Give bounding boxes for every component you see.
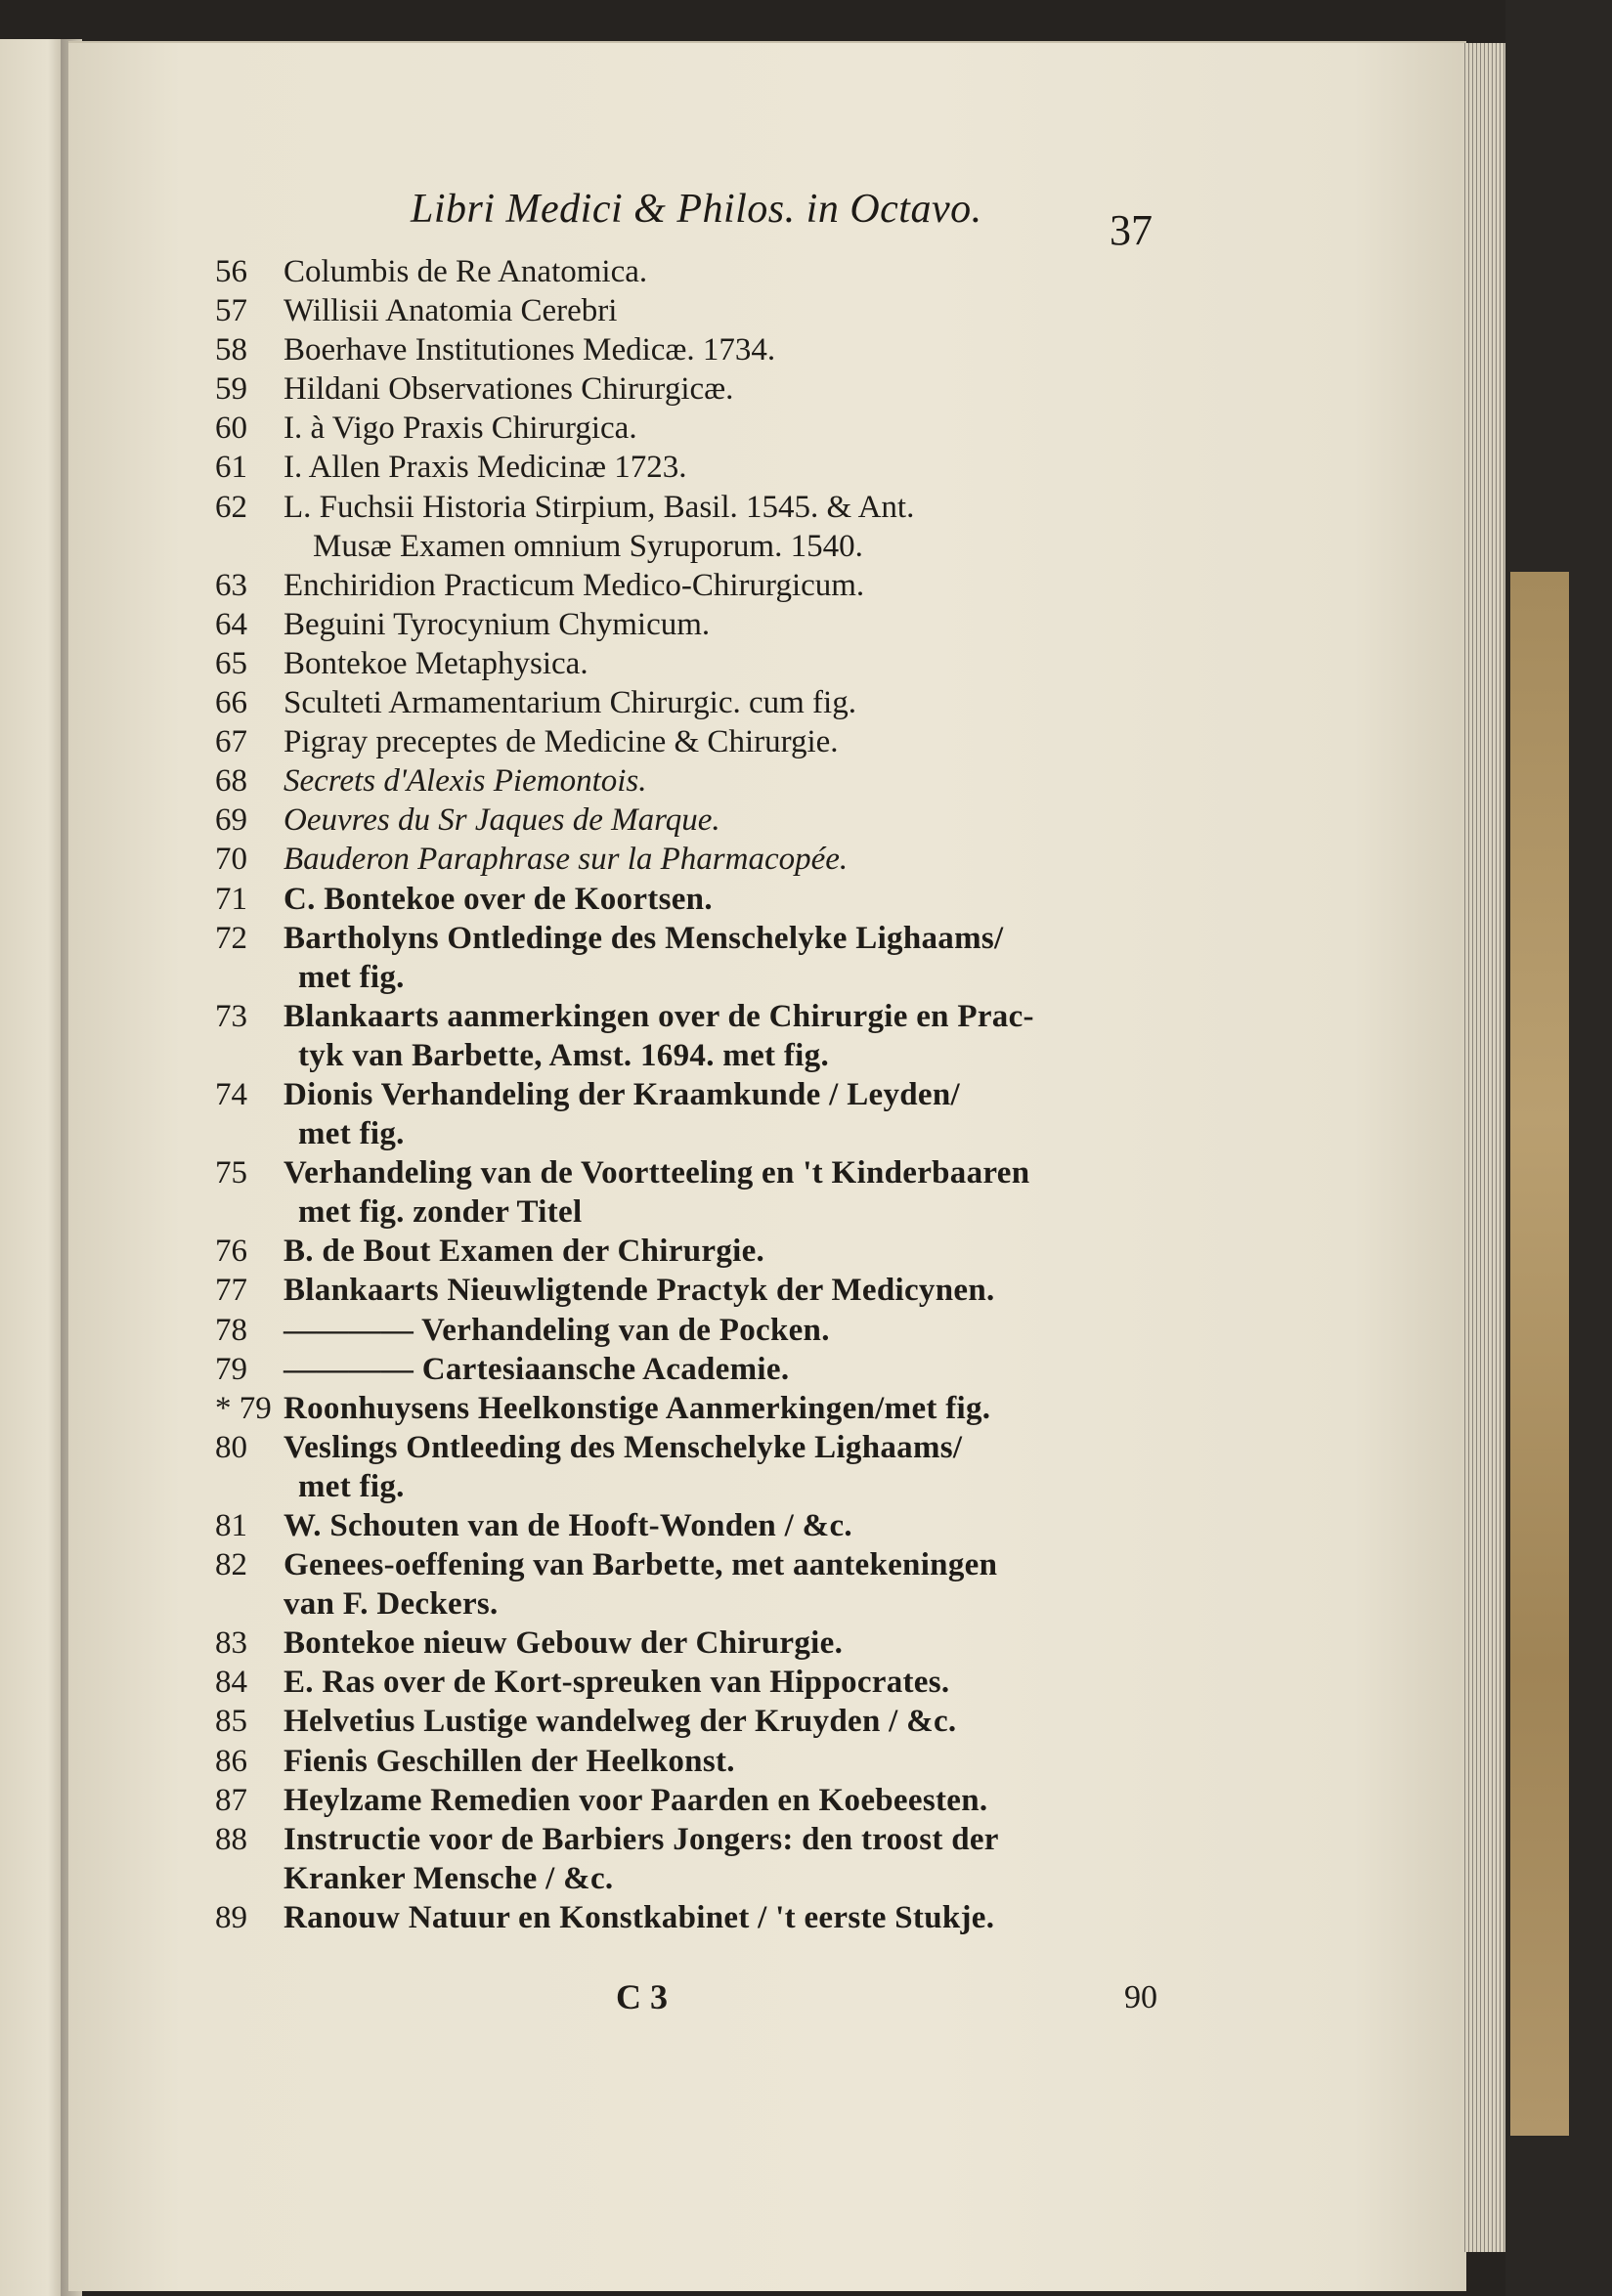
entry-text-continued: met fig. <box>298 959 405 995</box>
list-item <box>215 1702 1193 1741</box>
entry-number: 63 <box>215 567 247 603</box>
entry-number: 81 <box>215 1508 247 1543</box>
entry-number: 58 <box>215 332 247 368</box>
entry-text: Pigray preceptes de Medicine & Chirurgie. <box>283 724 839 760</box>
entry-number: 64 <box>215 606 247 642</box>
entry-text: B. de Bout Examen der Chirurgie. <box>283 1234 765 1270</box>
list-item <box>215 1271 1193 1310</box>
entry-number: * 79 <box>215 1390 272 1426</box>
list-item <box>215 252 1193 291</box>
entry-text: Oeuvres du Sr Jaques de Marque. <box>283 802 720 839</box>
entry-text: W. Schouten van de Hooft-Wonden / &c. <box>283 1508 852 1543</box>
entry-text: I. à Vigo Praxis Chirurgica. <box>283 411 637 447</box>
entry-text: Veslings Ontleeding des Menschelyke Lighaams/ <box>283 1429 963 1465</box>
entry-text: E. Ras over de Kort-spreuken van Hippocrates. <box>283 1665 950 1701</box>
catchword: 90 <box>1124 1979 1157 2015</box>
entry-text-continued: Kranker Mensche / &c. <box>283 1860 614 1896</box>
list-item <box>215 840 1193 879</box>
running-head: Libri Medici & Philos. in Octavo. <box>411 187 982 232</box>
entry-number: 72 <box>215 920 247 956</box>
list-item <box>215 1663 1193 1702</box>
entry-number: 56 <box>215 254 247 289</box>
entry-text: ———— Verhandeling van de Pocken. <box>283 1312 830 1348</box>
entry-number: 85 <box>215 1704 247 1740</box>
list-item <box>215 722 1193 761</box>
list-item <box>215 1075 1193 1153</box>
list-item <box>215 801 1193 840</box>
entry-number: 71 <box>215 881 247 917</box>
page-number: 37 <box>1110 206 1153 254</box>
entry-number: 80 <box>215 1429 247 1465</box>
entry-text: Dionis Verhandeling der Kraamkunde / Leyden/ <box>283 1076 960 1112</box>
entry-text: Heylzame Remedien voor Paarden en Koebeesten. <box>283 1782 988 1818</box>
list-item <box>215 330 1193 369</box>
entry-number: 83 <box>215 1625 247 1662</box>
entry-text: Bartholyns Ontledinge des Menschelyke Lighaams/ <box>283 920 1004 956</box>
list-item <box>215 1742 1193 1781</box>
entry-text: Secrets d'Alexis Piemontois. <box>283 763 647 800</box>
entry-text: Hildani Observationes Chirurgicæ. <box>283 371 734 408</box>
list-item <box>215 291 1193 330</box>
list-item <box>215 566 1193 605</box>
facing-page-edge <box>0 39 68 2296</box>
entry-number: 62 <box>215 489 247 525</box>
entry-number: 68 <box>215 763 247 800</box>
list-item <box>215 761 1193 801</box>
marbled-edge <box>1510 572 1569 2136</box>
list-item <box>215 997 1193 1075</box>
list-item <box>215 1624 1193 1663</box>
entry-number: 67 <box>215 724 247 760</box>
entry-text: Helvetius Lustige wandelweg der Kruyden / &c. <box>283 1704 957 1740</box>
entry-text: Genees-oeffening van Barbette, met aantekeningen <box>283 1547 998 1583</box>
entry-text-continued: tyk van Barbette, Amst. 1694. met fig. <box>298 1037 829 1073</box>
entry-number: 89 <box>215 1899 247 1935</box>
entry-text: Blankaarts Nieuwligtende Practyk der Medicynen. <box>283 1273 995 1309</box>
list-item <box>215 1781 1193 1820</box>
list-item <box>215 448 1193 487</box>
list-item <box>215 1153 1193 1232</box>
entry-text: Columbis de Re Anatomica. <box>283 254 648 289</box>
entry-text: Bontekoe nieuw Gebouw der Chirurgie. <box>283 1625 844 1662</box>
entry-number: 76 <box>215 1234 247 1270</box>
entry-text: Roonhuysens Heelkonstige Aanmerkingen/met fig. <box>283 1390 991 1426</box>
entry-text: Bauderon Paraphrase sur la Pharmacopée. <box>283 842 849 878</box>
entry-number: 57 <box>215 293 247 329</box>
entry-text-continued: met fig. zonder Titel <box>298 1194 583 1231</box>
entry-text: Instructie voor de Barbiers Jongers: den troost der <box>283 1821 999 1857</box>
list-item <box>215 605 1193 644</box>
entry-text: Ranouw Natuur en Konstkabinet / 't eerste Stukje. <box>283 1899 995 1935</box>
entry-number: 79 <box>215 1351 247 1387</box>
entry-text-continued: van F. Deckers. <box>283 1586 499 1623</box>
entry-number: 65 <box>215 645 247 681</box>
list-item <box>215 1506 1193 1545</box>
entry-number: 66 <box>215 685 247 721</box>
list-item <box>215 1311 1193 1350</box>
entry-text: C. Bontekoe over de Koortsen. <box>283 881 713 917</box>
list-item <box>215 1232 1193 1271</box>
entry-number: 60 <box>215 411 247 447</box>
entry-text: I. Allen Praxis Medicinæ 1723. <box>283 450 687 486</box>
list-item <box>215 1545 1193 1624</box>
list-item <box>215 409 1193 448</box>
entry-number: 59 <box>215 371 247 408</box>
list-item <box>215 1898 1193 1937</box>
entry-text: Blankaarts aanmerkingen over de Chirurgie en Prac- <box>283 998 1034 1034</box>
entry-number: 88 <box>215 1821 247 1857</box>
list-item <box>215 880 1193 919</box>
entry-text: Beguini Tyrocynium Chymicum. <box>283 606 711 642</box>
list-item <box>215 1820 1193 1898</box>
entry-number: 87 <box>215 1782 247 1818</box>
list-item <box>215 1350 1193 1389</box>
entry-text: Sculteti Armamentarium Chirurgic. cum fig. <box>283 685 856 721</box>
list-item <box>215 644 1193 683</box>
page-edges <box>1461 43 1508 2252</box>
list-item <box>215 919 1193 997</box>
entry-number: 75 <box>215 1155 247 1191</box>
entry-number: 84 <box>215 1665 247 1701</box>
entry-text-continued: met fig. <box>298 1468 405 1504</box>
entry-text: ———— Cartesiaansche Academie. <box>283 1351 790 1387</box>
list-item <box>215 488 1193 566</box>
list-item <box>215 369 1193 409</box>
entry-number: 70 <box>215 842 247 878</box>
list-item <box>215 1428 1193 1506</box>
catalogue-list <box>215 252 1193 1992</box>
list-item <box>215 1389 1193 1428</box>
entry-text: L. Fuchsii Historia Stirpium, Basil. 1545. & Ant. <box>283 489 915 525</box>
entry-number: 78 <box>215 1312 247 1348</box>
entry-number: 74 <box>215 1076 247 1112</box>
entry-number: 61 <box>215 450 247 486</box>
entry-number: 73 <box>215 998 247 1034</box>
entry-number: 77 <box>215 1273 247 1309</box>
entry-text: Enchiridion Practicum Medico-Chirurgicum. <box>283 567 865 603</box>
list-item <box>215 683 1193 722</box>
entry-number: 69 <box>215 802 247 839</box>
entry-number: 86 <box>215 1743 247 1779</box>
entry-text-continued: Musæ Examen omnium Syruporum. 1540. <box>313 528 863 564</box>
entry-text: Fienis Geschillen der Heelkonst. <box>283 1743 735 1779</box>
signature-mark: C 3 <box>616 1977 668 2016</box>
entry-text: Willisii Anatomia Cerebri <box>283 293 618 329</box>
entry-number: 82 <box>215 1547 247 1583</box>
entry-text: Verhandeling van de Voortteeling en 't Kinderbaaren <box>283 1155 1030 1191</box>
entry-text-continued: met fig. <box>298 1116 405 1152</box>
entry-text: Bontekoe Metaphysica. <box>283 645 588 681</box>
entry-text: Boerhave Institutiones Medicæ. 1734. <box>283 332 776 368</box>
